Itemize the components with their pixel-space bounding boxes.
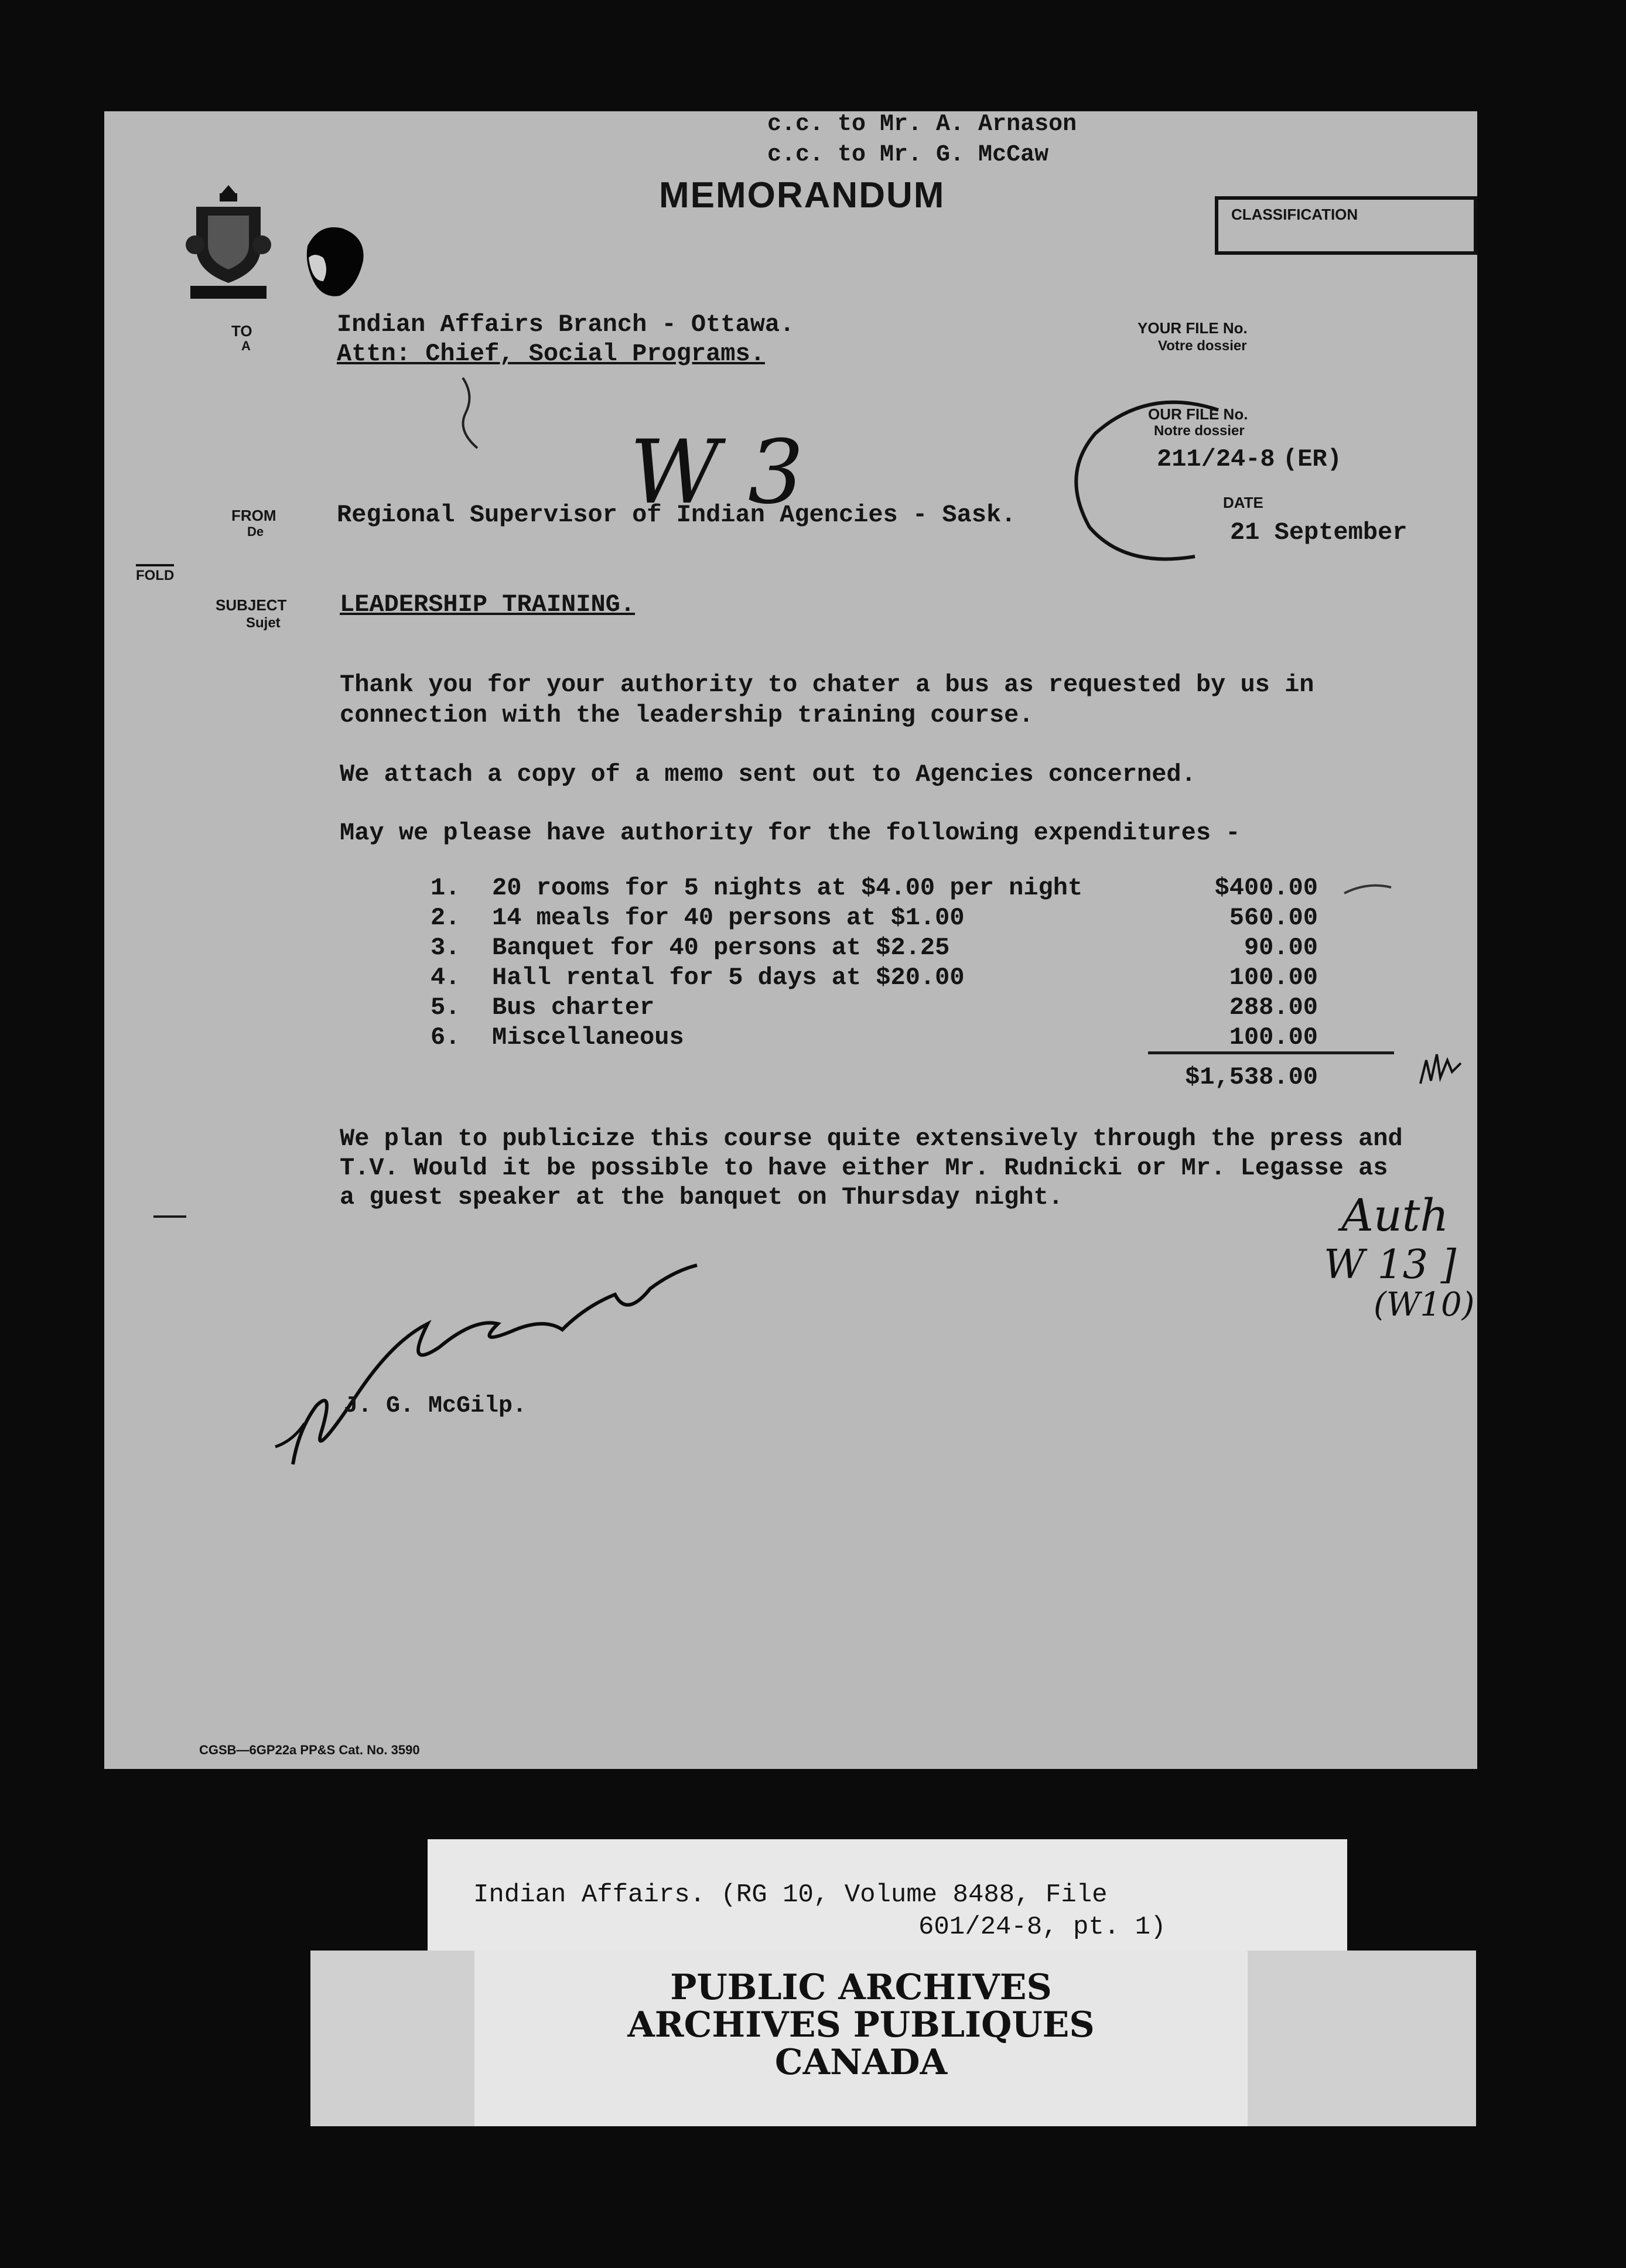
para3: May we please have authority for the following expenditures - <box>340 819 1241 847</box>
handwritten-w3: W 3 <box>630 422 804 524</box>
to-line-2: Attn: Chief, Social Programs. <box>337 340 765 368</box>
expenditure-desc: Banquet for 40 persons at $2.25 <box>492 934 950 962</box>
expenditure-desc: 14 meals for 40 persons at $1.00 <box>492 904 965 932</box>
margin-mark <box>153 1215 186 1218</box>
form-number: CGSB—6GP22a PP&S Cat. No. 3590 <box>199 1743 420 1757</box>
expenditure-amount: 288.00 <box>1229 993 1318 1022</box>
expenditure-amount: 100.00 <box>1229 1023 1318 1051</box>
subject-label-fr: Sujet <box>246 615 281 631</box>
para4-line2: T.V. Would it be possible to have either Mr. Rudnicki or Mr. Legasse as <box>340 1154 1388 1182</box>
archives-stamp <box>310 1951 1476 2126</box>
from-label-fr: De <box>247 524 264 539</box>
date-value: 21 September <box>1230 518 1408 546</box>
archive-ref-line2: 601/24-8, pt. 1) <box>918 1912 1166 1942</box>
expenditure-desc: 20 rooms for 5 nights at $4.00 per night <box>492 874 1083 902</box>
memo-title: MEMORANDUM <box>659 175 945 216</box>
expenditure-num: 6. <box>431 1023 460 1051</box>
stamp-line-2: ARCHIVES PUBLIQUES <box>627 2004 1095 2045</box>
classification-label: CLASSIFICATION <box>1231 206 1358 223</box>
para4-line1: We plan to publicize this course quite extensively through the press and <box>340 1125 1403 1153</box>
pen-squiggle <box>451 375 486 451</box>
from-text: Regional Supervisor of Indian Agencies - Sask. <box>337 501 1016 529</box>
expenditure-amount: 90.00 <box>1244 934 1318 962</box>
our-file-suffix: (ER) <box>1283 445 1342 473</box>
expenditure-desc: Bus charter <box>492 993 655 1022</box>
signature-image <box>269 1271 715 1482</box>
subject-label: SUBJECT <box>216 596 287 614</box>
para4-line3: a guest speaker at the banquet on Thursday night. <box>340 1183 1064 1211</box>
archives-stamp-label <box>474 1951 1248 2126</box>
classification-box <box>1215 196 1477 255</box>
para1-line1: Thank you for your authority to chater a bus as requested by us in <box>340 671 1314 699</box>
expenditure-desc: Miscellaneous <box>492 1023 684 1051</box>
our-file-value: 211/24-8 <box>1157 445 1275 473</box>
signature-name: J. G. McGilp. <box>344 1393 527 1419</box>
cc-line-2: c.c. to Mr. G. McCaw <box>767 142 1049 168</box>
total-amount: $1,538.00 <box>1185 1063 1318 1091</box>
to-label: TO <box>231 322 252 340</box>
subject-text: LEADERSHIP TRAINING. <box>340 590 636 619</box>
handwritten-auth-ref2: (W10) <box>1374 1286 1475 1324</box>
expenditure-num: 2. <box>431 904 460 932</box>
paper-tear <box>296 223 366 302</box>
date-label: DATE <box>1223 494 1263 511</box>
handwritten-circle <box>1066 392 1253 574</box>
expenditure-amount: $400.00 <box>1214 874 1318 902</box>
handwritten-auth-ref: W 13 ] <box>1324 1242 1457 1288</box>
expenditure-amount: 560.00 <box>1229 904 1318 932</box>
coat-of-arms-icon <box>185 180 272 306</box>
your-file-label-fr: Votre dossier <box>1158 338 1247 354</box>
expenditure-num: 4. <box>431 964 460 992</box>
fold-label: FOLD <box>136 564 174 584</box>
handwritten-auth: Auth <box>1341 1189 1449 1241</box>
cc-line-1: c.c. to Mr. A. Arnason <box>767 111 1077 138</box>
expenditure-num: 1. <box>431 874 460 902</box>
expenditure-desc: Hall rental for 5 days at $20.00 <box>492 964 965 992</box>
from-label: FROM <box>231 507 276 524</box>
stamp-line-1: PUBLIC ARCHIVES <box>670 1967 1052 2008</box>
to-label-fr: A <box>241 339 251 353</box>
our-file-label: OUR FILE No. <box>1148 405 1248 423</box>
expenditure-num: 3. <box>431 934 460 962</box>
expenditure-num: 5. <box>431 993 460 1022</box>
total-rule <box>1148 1051 1394 1054</box>
para1-line2: connection with the leadership training course. <box>340 701 1034 729</box>
para2: We attach a copy of a memo sent out to Agencies concerned. <box>340 760 1196 788</box>
pen-tick <box>1341 879 1394 902</box>
stamp-line-3: CANADA <box>774 2042 948 2083</box>
our-file-label-fr: Notre dossier <box>1154 423 1245 439</box>
to-line-1: Indian Affairs Branch - Ottawa. <box>337 310 795 339</box>
expenditure-amount: 100.00 <box>1229 964 1318 992</box>
archive-ref-line1: Indian Affairs. (RG 10, Volume 8488, File <box>473 1880 1108 1910</box>
your-file-label: YOUR FILE No. <box>1137 319 1248 337</box>
initials-scribble <box>1417 1048 1464 1089</box>
